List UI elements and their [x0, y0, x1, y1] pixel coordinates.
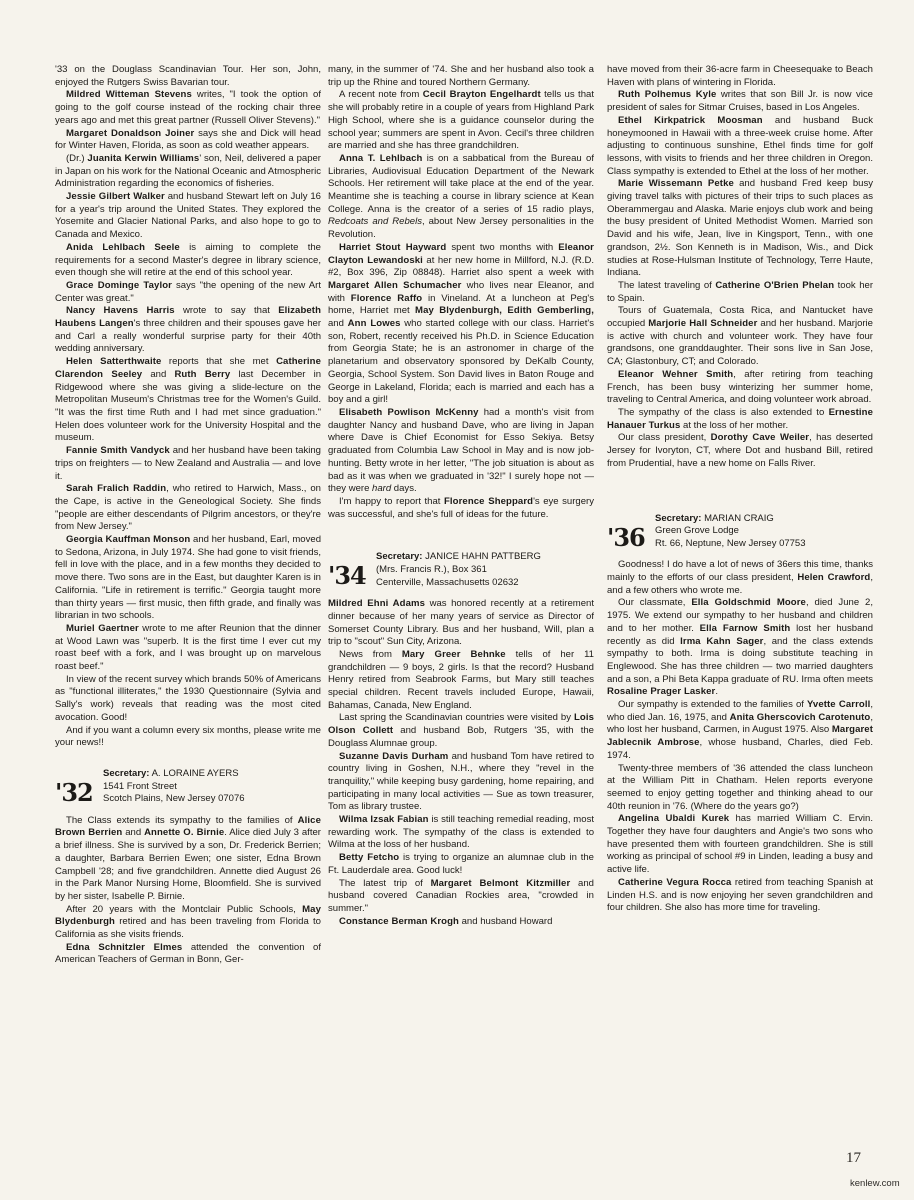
paragraph: I'm happy to report that Florence Sheppard's eye surgery was successful, and she's full of ideas for the future. [328, 495, 594, 520]
watermark: kenlew.com [850, 1178, 900, 1189]
paragraph: The sympathy of the class is also extended to Ernestine Hanauer Turkus at the loss of her mother. [607, 406, 873, 431]
class-secretary: Secretary: JANICE HAHN PATTBERG (Mrs. Francis R.), Box 361 Centerville, Massachusetts 02632 [376, 551, 541, 588]
paragraph: Betty Fetcho is trying to organize an alumnae club in the Ft. Lauderdale area. Good luck! [328, 852, 594, 876]
paragraph: Catherine Vegura Rocca retired from teaching Spanish at Linden H.S. and is now enjoying her seven grandchildren and four children. She also has more time for traveling. [607, 876, 873, 914]
paragraph: Ruth Polhemus Kyle writes that son Bill Jr. is now vice president of sales for Sitmar Cruises, based in Los Angeles. [607, 89, 873, 114]
class-secretary: Secretary: MARIAN CRAIG Green Grove Lodge Rt. 66, Neptune, New Jersey 07753 [655, 512, 806, 549]
paragraph: Wilma Izsak Fabian is still teaching remedial reading, most rewarding work. The sympathy of the class is extended to Wilma at the loss of her husband. [328, 814, 594, 851]
paragraph: News from Mary Greer Behnke tells of her 11 grandchildren — 9 boys, 2 girls. Is that the record? Husband Henry retired from Seabrook Farms, but Mary still teaches special children. Recent travels included Europe, Hawaii, Bahamas, Canada, New England. [328, 648, 594, 711]
paragraph: Constance Berman Krogh and husband Howard [339, 915, 553, 927]
class-year: '34 [328, 561, 366, 591]
paragraph: Anida Lehlbach Seele is aiming to complete the requirements for a second Master's degree in library science, even though she will retire at the end of this school year. [55, 241, 321, 279]
paragraph: Georgia Kauffman Monson and her husband, Earl, moved to Sedona, Arizona, in July 1974. She had gone to visit friends, fell in love with the place, and in a few months they decided to move there. Two sons are in the East, but daughter Karen is in California. "Life in retirement is terrific." Georgia taught more than thirty years — first music, then fifth grade, and finally was librarian in two schools. [55, 534, 321, 622]
paragraph: Edna Schnitzler Elmes attended the convention of American Teachers of German in Bonn, Ger- [55, 941, 321, 966]
paragraph: Marie Wissemann Petke and husband Fred keep busy giving travel talks with pictures of their trips to such places as Oberammergau and Alaska. Marie enjoys club work and being the busy president of United Methodist Women. Married son David and his wife, Jean, live in Kingsport, Tenn., with one grandson, 2½. Son Kenneth is in Madison, Wis., and Dick studies at Rose-Hulsman Institute of Technology, Terre Haute, Indiana. [607, 178, 873, 279]
paragraph: Our class president, Dorothy Cave Weiler, has deserted Jersey for Ivoryton, CT, where Dot and husband Bill, retired from Prudential, have a new home on Falls River. [607, 432, 873, 469]
paragraph: Our classmate, Ella Goldschmid Moore, died June 2, 1975. We extend our sympathy to her husband and children and to her mother. Ella Farnow Smith lost her husband recently as did Irma Kahn Sager, and the class extends sympathy to both. Irma is doing substitute teaching in Englewood. She has three children — two married daughters and a son, a Phi Beta Kappa graduate of RU. Irma often meets Rosaline Prager Lasker. [607, 597, 873, 698]
paragraph: The Class extends its sympathy to the families of Alice Brown Berrien and Annette O. Birnie. Alice died July 3 after a brief illness. She is survived by a son, Dr. Frederick Berrien; a daughter, Barbara Berrien Ewen; one sister, Edna Brown Campbell '28; and five grandchildren. Annette died August 26 in the Park Manor Nursing Home, Bloomfield. She is survived by her sister, Isabelle P. Birnie. [55, 814, 321, 902]
paragraph: Harriet Stout Hayward spent two months with Eleanor Clayton Lewandoski at her new home in Millford, N.J. (R.D. #2, Box 396, Zip 08848). Harriet also spent a week with Margaret Allen Schumacher who lives near Eleanor, and with Florence Raffo in Vineland. At a luncheon at Peg's home, Harriet met May Blydenburgh, Edith Gemberling, and Ann Lowes who started college with our class. Harriet's son, Robert, recently received his Ph.D. in Science Education from Georgia State; he is an astronomer in charge of the planetarium and observatory sponsored by DeKalb County, Georgia, School System. Son David lives in Baton Rouge and George in Lakeland, Florida; each is married and each has a boy and a girl! [328, 241, 594, 406]
paragraph: Elisabeth Powlison McKenny had a month's visit from daughter Nancy and husband Dave, who are living in Japan where Dave is Chief Economist for Esso Sekiya. Betsy graduated from Columbia Law School in May and is now job-hunting. Betty wrote in her letter, "The job situation is about as bad as it was when we graduated in '32!" I surely hope not — they were hard days. [328, 406, 594, 495]
paragraph: In view of the recent survey which brands 50% of Americans as "functional illiterates," the 1930 Questionnaire (Sylvia and Sally's work) reveals that reading was the most cited avocation. Good! [55, 673, 321, 723]
paragraph: many, in the summer of '74. She and her husband also took a trip up the Rhine and toured Northern Germany. [328, 64, 594, 88]
class-secretary: Secretary: A. LORAINE AYERS 1541 Front Street Scotch Plains, New Jersey 07076 [103, 767, 245, 805]
paragraph: Grace Dominge Taylor says "the opening of the new Art Center was great." [55, 279, 321, 304]
paragraph: Angelina Ubaldi Kurek has married William C. Ervin. Together they have four daughters and Angie's two sons who have presented them with fourteen grandchildren. She is still working as principal of school #9 in Linden, leading a busy and active life. [607, 813, 873, 876]
paragraph: Our sympathy is extended to the families of Yvette Carroll, who died Jan. 16, 1975, and Anita Gherscovich Carotenuto, who lost her husband, Carmen, in August 1975. Also Margaret Jablecnik Ambrose, whose husband, Charles, died Feb. 1974. [607, 699, 873, 761]
class-header-36 [607, 513, 873, 551]
column-1 [55, 64, 321, 1109]
paragraph: A recent note from Cecil Brayton Engelhardt tells us that she will probably retire in a couple of years from Highland Park High School, where she is a guidance counselor during the school year; summers are spent in Avon. Cecil's three children are married and she has three grandchildren. [328, 89, 594, 152]
column-2 [328, 64, 594, 1104]
paragraph: Sarah Fralich Raddin, who retired to Harwich, Mass., on the Cape, is active in the Geneological Society. She finds "people are either descendants of Pilgrim ancestors, or they're from New Jersey." [55, 483, 321, 533]
paragraph: After 20 years with the Montclair Public Schools, May Blydenburgh retired and has been traveling from Florida to California as she visits friends. [55, 903, 321, 941]
column-3 [607, 64, 873, 1114]
paragraph: Helen Satterthwaite reports that she met Catherine Clarendon Seeley and Ruth Berry last December in Ridgewood where she was giving a slide-lecture on the Metropolitan Museum's Christmas tree for the Women's Guild. "It was the first time Ruth and I had met since graduation." Helen does volunteer work for the University Hospital and the museum. [55, 356, 321, 444]
paragraph: Margaret Donaldson Joiner says she and Dick will head for Winter Haven, Florida, as soon as cold weather appears. [55, 127, 321, 152]
paragraph: Nancy Havens Harris wrote to say that Elizabeth Haubens Langen's three children and their spouses gave her and Carl a really wonderful surprise party for their 40th wedding anniversary. [55, 305, 321, 355]
paragraph: Jessie Gilbert Walker and husband Stewart left on July 16 for a year's trip around the United States. They explored the Yosemite and Glacier National Parks, and also hope to go to Canada and Mexico. [55, 191, 321, 241]
paragraph: Eleanor Wehner Smith, after retiring from teaching French, has been busy winterizing her summer home, traveling to Central America, and doing volunteer work abroad. [607, 368, 873, 406]
paragraph: Anna T. Lehlbach is on a sabbatical from the Bureau of Libraries, Audiovisual Education Department of the Newark Schools. Her retirement will take place at the end of the year. Meantime she is teaching a course in library science at Kean College. Anna is the creator of a series of 15 radio plays, Redcoats and Rebels, about New Jersey personalities in the Revolution. [328, 152, 594, 241]
paragraph: Twenty-three members of '36 attended the class luncheon at the William Pitt in Chatham. Helen reports everyone seemed to enjoy getting together and thinking ahead to our 40th reunion in '76. (Where do the years go?) [607, 762, 873, 812]
paragraph: The latest trip of Margaret Belmont Kitzmiller and husband covered Canadian Rockies area, "crowded in summer." [328, 877, 594, 914]
page-number: 17 [846, 1150, 861, 1166]
paragraph: The latest traveling of Catherine O'Brien Phelan took her to Spain. [607, 279, 873, 304]
class-year: '36 [607, 522, 645, 552]
paragraph: Tours of Guatemala, Costa Rica, and Nantucket have occupied Marjorie Hall Schneider and her husband. Marjorie is active with church and volunteer work. They have four grandsons, one granddaughter. Their sons live in San Jose, CA; Glastonbury, CT; and Colorado. [607, 305, 873, 368]
paragraph: '33 on the Douglass Scandinavian Tour. Her son, John, enjoyed the Rutgers Swiss Bavarian tour. [55, 64, 321, 88]
paragraph: (Dr.) Juanita Kerwin Williams' son, Neil, delivered a paper in Japan on his work for the National Oceanic and Atmospheric Administration regarding the economics of fisheries. [55, 152, 321, 190]
paragraph: Fannie Smith Vandyck and her husband have been taking trips on freighters — to New Zealand and Australia — and love it. [55, 445, 321, 482]
paragraph: Suzanne Davis Durham and husband Tom have retired to country living in Goshen, N.H., where they "revel in the tranquility," while keeping busy gardening, home repairing, and participating in many local activities — Sue as town treasurer, Tom as library trustee. [328, 750, 594, 813]
paragraph: Ethel Kirkpatrick Moosman and husband Buck honeymooned in Hawaii with a three-week cruise home. After adjusting to continuous sunshine, Ethel finds time for golf lessons, with visits to friends and her three children in Oregon. Class sympathy is extended to Ethel at the loss of her mother. [607, 114, 873, 177]
paragraph: Last spring the Scandinavian countries were visited by Lois Olson Collett and husband Bob, Rutgers '35, with the Douglass Alumnae group. [328, 712, 594, 749]
paragraph: Mildred Witteman Stevens writes, "I took the option of going to the golf course instead of the rocking chair three years ago and met this great partner (Russell Oliver Stevens)." [55, 89, 321, 126]
paragraph: Mildred Ehni Adams was honored recently at a retirement dinner because of her many years of service as Director of Somerset County Library. Bus and her husband, Will, plan a trip to "scout" Sun City, Arizona. [328, 598, 594, 648]
paragraph: Muriel Gaertner wrote to me after Reunion that the dinner at Wood Lawn was "superb. It is the first time I ever cut my roast beef with a fork, and I was brought up on marvelous roast beef." [55, 622, 321, 673]
paragraph: have moved from their 36-acre farm in Cheesequake to Beach Haven with plans of wintering in Florida. [607, 64, 873, 88]
paragraph: Goodness! I do have a lot of news of 36ers this time, thanks mainly to the efforts of our class president, Helen Crawford, and a few others who wrote me. [607, 559, 873, 596]
class-year: '32 [55, 777, 93, 807]
paragraph: And if you want a column every six months, please write me your news!! [55, 724, 321, 749]
class-header-32 [55, 768, 321, 806]
class-header-34 [328, 551, 594, 589]
